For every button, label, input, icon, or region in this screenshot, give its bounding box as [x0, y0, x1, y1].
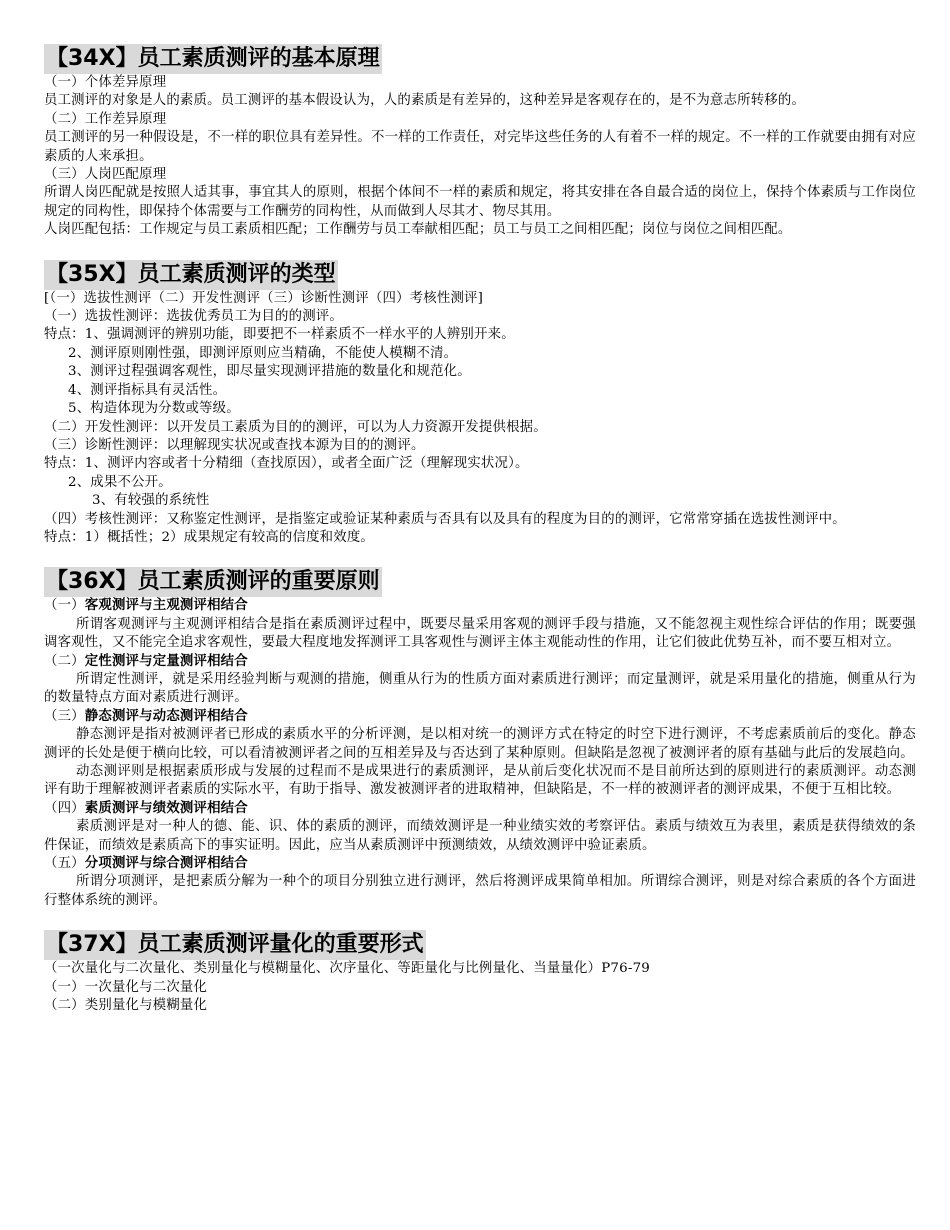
subheading-text: 定性测评与定量测评相结合	[84, 653, 248, 669]
subheading-text: 分项测评与综合测评相结合	[84, 856, 248, 872]
paragraph: 2、成果不公开。	[68, 474, 172, 490]
paragraph: （一）一次量化与二次量化	[44, 979, 208, 995]
section-heading: 【34X】员工素质测评的基本原理	[44, 44, 382, 74]
section-37	[44, 930, 916, 1015]
section-heading: 【35X】员工素质测评的类型	[44, 260, 338, 290]
section-35	[44, 260, 916, 548]
subheading	[44, 653, 916, 671]
paragraph: （三）诊断性测评：以理解现实状况或查找本源为目的的测评。	[44, 437, 425, 453]
paragraph: （二）类别量化与模糊量化	[44, 998, 208, 1014]
document-page	[44, 44, 916, 1035]
paragraph: （一）个体差异原理	[44, 75, 167, 90]
subheading-text: 静态测评与动态测评相结合	[84, 708, 248, 724]
paragraph: 静态测评是指对被测评者已形成的素质水平的分析评测，是以相对统一的测评方式在特定的时空下进行测评，不考虑素质前后的变化。静态测评的长处是便于横向比较，可以看清被测评者之间的互相差异及与否达到了某种原则。但缺陷是忽视了被测评者的原有基础与此后的发展趋向。	[44, 727, 916, 761]
paragraph: 所谓人岗匹配就是按照人适其事，事宜其人的原则，根据个体间不一样的素质和规定，将其安排在各自最合适的岗位上，保持个体素质与工作岗位规定的同构性，即保持个体需要与工作酬劳的同构性，从而做到人尽其才、物尽其用。	[44, 185, 916, 219]
paragraph: 人岗匹配包括：工作规定与员工素质相匹配；工作酬劳与员工奉献相匹配；员工与员工之间相匹配；岗位与岗位之间相匹配。	[44, 222, 792, 238]
paragraph: 所谓客观测评与主观测评相结合是指在素质测评过程中，既要尽量采用客观的测评手段与措施，又不能忽视主观性综合评估的作用；既要强调客观性，又不能完全追求客观性，要最大程度地发挥测评工具客观性与测评主体主观能动性的作用，让它们彼此优势互补，而不要互相对立。	[44, 616, 916, 651]
subheading	[44, 855, 916, 873]
paragraph: 2、测评原则刚性强，即测评原则应当精确，不能使人模糊不清。	[68, 345, 458, 361]
paragraph: [（一）选拔性测评（二）开发性测评（三）诊断性测评（四）考核性测评]	[44, 290, 484, 306]
paragraph: 员工测评的对象是人的素质。员工测评的基本假设认为，人的素质是有差异的，这种差异是客观存在的，是不为意志所转移的。	[44, 93, 806, 109]
paragraph: （二）工作差异原理	[44, 111, 167, 127]
section-34	[44, 44, 916, 240]
paragraph: 素质测评是对一种人的德、能、识、体的素质的测评，而绩效测评是一种业绩实效的考察评估。素质与绩效互为表里，素质是获得绩效的条件保证，而绩效是素质高下的事实证明。因此，应当从素质测评中预测绩效，从绩效测评中验证素质。	[44, 819, 916, 853]
paragraph: 特点：1）概括性；2）成果规定有较高的信度和效度。	[44, 529, 375, 545]
subheading-text: 客观测评与主观测评相结合	[84, 598, 248, 614]
paragraph: 4、测评指标具有灵活性。	[68, 382, 227, 398]
section-36	[44, 567, 916, 910]
paragraph: （三）人岗匹配原理	[44, 167, 167, 183]
paragraph: （一次量化与二次量化、类别量化与模糊量化、次序量化、等距量化与比例量化、当量量化）P76-79	[44, 961, 651, 977]
subheading	[44, 708, 916, 726]
subheading	[44, 800, 916, 818]
subheading-number: （四）	[44, 800, 85, 816]
subheading-number: （一）	[44, 598, 85, 614]
subheading-text: 素质测评与绩效测评相结合	[84, 800, 248, 816]
paragraph: 所谓分项测评，是把素质分解为一种个的项目分别独立进行测评，然后将测评成果简单相加。所谓综合测评，则是对综合素质的各个方面进行整体系统的测评。	[44, 874, 916, 908]
paragraph: 所谓定性测评，就是采用经验判断与观测的措施，侧重从行为的性质方面对素质进行测评；而定量测评，就是采用量化的措施，侧重从行为的数量特点方面对素质进行测评。	[44, 671, 916, 706]
paragraph: 特点：1、强调测评的辨别功能，即要把不一样素质不一样水平的人辨别开来。	[44, 327, 515, 343]
section-heading: 【36X】员工素质测评的重要原则	[44, 567, 382, 597]
subheading-number: （五）	[44, 856, 85, 872]
paragraph: 5、构造体现为分数或等级。	[68, 401, 240, 417]
paragraph: （二）开发性测评：以开发员工素质为目的的测评，可以为人力资源开发提供根据。	[44, 419, 547, 435]
paragraph: 动态测评则是根据素质形成与发展的过程而不是成果进行的素质测评，是从前后变化状况而不是目前所达到的原则进行的素质测评。动态测评有助于理解被测评者素质的实际水平，有助于指导、激发被测评者的进取精神，但缺陷是，不一样的被测评者的测评成果，不便于互相比较。	[44, 764, 916, 798]
paragraph: （一）选拔性测评：选拔优秀员工为目的的测评。	[44, 309, 343, 325]
paragraph: 3、测评过程强调客观性，即尽量实现测评措施的数量化和规范化。	[68, 364, 471, 380]
paragraph: （四）考核性测评：又称鉴定性测评，是指鉴定或验证某种素质与否具有以及具有的程度为目的的测评，它常常穿插在选拔性测评中。	[44, 511, 846, 527]
section-heading: 【37X】员工素质测评量化的重要形式	[44, 930, 426, 960]
paragraph: 特点：1、测评内容或者十分精细（查找原因），或者全面广泛（理解现实状况）。	[44, 456, 529, 472]
paragraph: 3、有较强的系统性	[92, 493, 210, 509]
subheading-number: （三）	[44, 708, 85, 724]
subheading	[44, 597, 916, 615]
paragraph: 员工测评的另一种假设是，不一样的职位具有差异性。不一样的工作责任，对完毕这些任务的人有着不一样的规定。不一样的工作就要由拥有对应素质的人来承担。	[44, 130, 916, 164]
subheading-number: （二）	[44, 653, 85, 669]
